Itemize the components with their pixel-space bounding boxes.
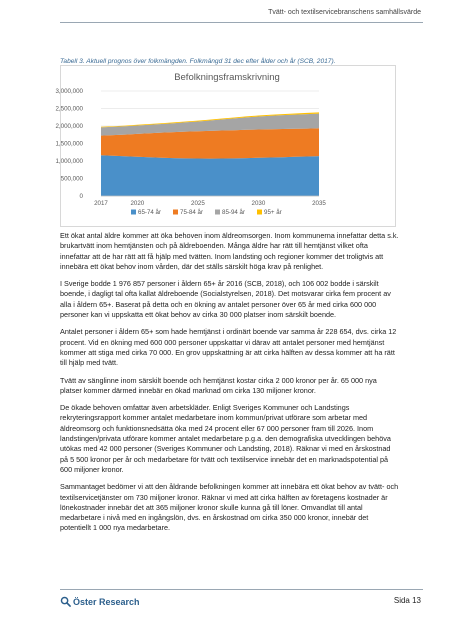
legend-swatch — [131, 210, 136, 215]
legend-swatch — [215, 210, 220, 215]
y-tick-label: 1,500,000 — [55, 140, 83, 148]
legend-swatch — [173, 210, 178, 215]
header-divider — [60, 22, 423, 23]
chart-title: Befolkningsframskrivning — [174, 72, 280, 83]
paragraph-4: Tvätt av sänglinne inom särskilt boende och hemtjänst kostar cirka 2 000 kronor per år. 65 000 nya platser kommer därmed innebär en ökad marknad om cirka 130 miljoner kronor. — [60, 375, 377, 395]
header-title: Tvätt- och textilservicebranschens samhällsvärde — [268, 9, 421, 16]
paragraph-2: I Sverige bodde 1 976 857 personer i åldern 65+ år 2016 (SCB, 2018), och 106 002 bodde i särskilt boende, i dagligt tal ofta kallat äldreboende (Socialstyrelsen, 2018). Det motsvarar cirka fem procent av alla i åldern 65+. Baserat på detta och en ökning av antalet personer över 65 år med cirka 600 000 personer kan vi uppskatta ett ökat behov av cirka 30 000 platser inom särskilt boende. — [60, 279, 391, 320]
y-tick-label: 2,000,000 — [55, 123, 83, 130]
population-chart — [55, 65, 396, 227]
figure-caption: Tabell 3. Aktuell prognos över folkmängden. Folkmängd 31 dec efter ålder och år (SCB, 2017). — [60, 58, 336, 65]
x-tick-label: 2035 — [312, 200, 326, 207]
x-tick-label: 2017 — [94, 200, 108, 207]
footer-divider — [60, 589, 423, 590]
y-tick-label: 2,500,000 — [55, 105, 83, 113]
area-series-1 — [101, 155, 319, 196]
legend-swatch — [257, 210, 262, 215]
legend-label: 95+ år — [264, 209, 282, 216]
paragraph-1: Ett ökat antal äldre kommer att öka behoven inom äldreomsorgen. Inom kommunerna innefattar detta s.k. brukartvätt inom hemtjänsten och på äldreboenden. Många äldre har rätt till hemtjänst vilket ofta innefattar att de har rätt att få hjälp med tvätten. Inom landsting och regioner kommer det troligtvis att innebära ett ökat behov inom vården, där det ställs särskilt höga krav på renlighet. — [60, 231, 399, 271]
page-number: Sida 13 — [393, 596, 421, 605]
paragraph-6: Sammantaget bedömer vi att den åldrande befolkningen kommer att innebära ett ökat behov av tvätt- och textilservicetjänster om 730 miljoner kronor. Räknar vi med att cirka hälften av företagens kostnader är lönekostnader innebär det att 365 miljoner kronor skulle kunna gå till löner. Omvandlat till antal medarbetare i nivå med en ingångslön, dvs. en årskostnad om cirka 350 000 kronor, innebär det potentiellt 1 000 nya medarbetare. — [60, 482, 399, 533]
x-tick-label: 2025 — [191, 200, 205, 207]
magnifier-icon — [60, 596, 71, 607]
legend-label: 75-84 år — [180, 209, 204, 216]
footer-logo — [60, 596, 140, 607]
paragraph-3: Antalet personer i åldern 65+ som hade hemtjänst i ordinärt boende var samma år 228 654, dvs. cirka 12 procent. Vid en ökning med 600 000 personer uppskattar vi därav att antalet personer med hemtjänst kommer att stiga med cirka 70 000. En grov uppskattning är att cirka hälften av dessa kommer att ha rätt till hjälp med tvätt. — [60, 327, 397, 368]
logo-text: Öster Research — [73, 596, 140, 607]
y-tick-label: 0 — [79, 193, 83, 200]
chart-svg — [55, 66, 395, 226]
body-text — [60, 231, 400, 541]
x-tick-label: 2030 — [251, 200, 266, 207]
x-tick-label: 2020 — [130, 200, 145, 207]
y-tick-label: 1,000,000 — [55, 158, 83, 165]
y-tick-label: 500,000 — [60, 175, 83, 183]
paragraph-5: De ökade behoven omfattar även arbetskläder. Enligt Sveriges Kommuner och Landstings rekryteringsrapport kommer antalet medarbetare inom kommun/privat utförare som arbetar med äldreomsorg och funktionsnedsätta öka med 24 procent eller 67 000 personer fram till 2026. Inom landstingen/privata utförare kommer antalet medarbetare p.g.a. den demografiska utvecklingen behöva utökas med 42 000 personer (Sveriges Kommuner och Landsting, 2018). Räknar vi med en årskostnad på 5 500 kronor per år och medarbetare för tvätt och textilservice innebär det en marknadspotential på 600 miljoner kronor. — [60, 403, 391, 474]
legend-label: 65-74 år — [138, 209, 162, 216]
legend-label: 85-94 år — [222, 209, 246, 216]
y-tick-label: 3,000,000 — [55, 88, 83, 95]
